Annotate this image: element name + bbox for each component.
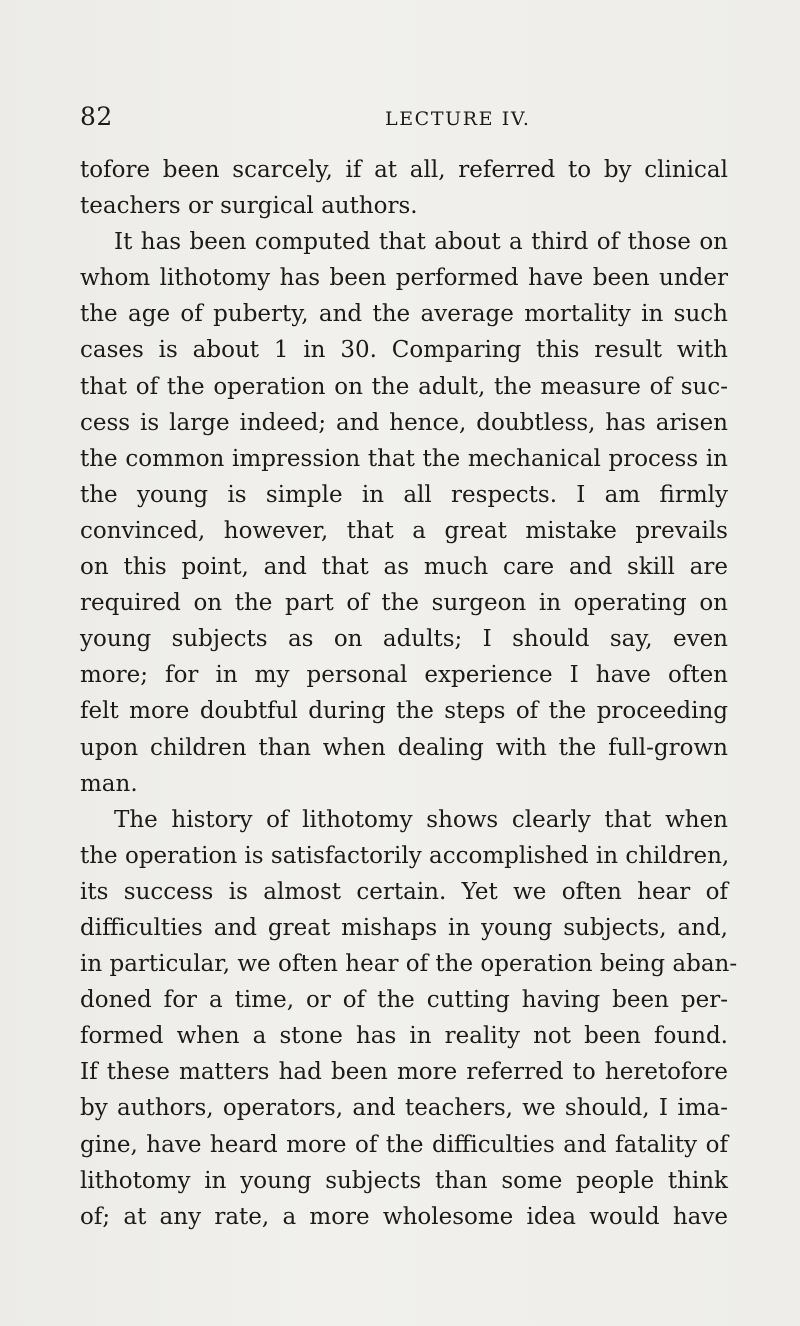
text-line: on this point, and that as much care and skill are: [80, 554, 728, 581]
text-line: the operation is satisfactorily accomplished in children,: [80, 842, 730, 869]
text-line: gine, have heard more of the difficulties and fatality of: [80, 1131, 728, 1158]
text-line: its success is almost certain. Yet we often hear of: [80, 878, 728, 905]
text-line: felt more doubtful during the steps of the proceeding: [80, 698, 728, 725]
text-line: required on the part of the surgeon in operating on: [80, 590, 728, 617]
text-line: doned for a time, or of the cutting having been per-: [80, 987, 728, 1014]
running-head: LECTURE IV.: [385, 108, 531, 130]
text-line: teachers or surgical authors.: [80, 193, 418, 220]
text-line: by authors, operators, and teachers, we should, I ima-: [80, 1095, 728, 1122]
text-line: difficulties and great mishaps in young subjects, and,: [80, 914, 728, 941]
page-number: 82: [80, 102, 113, 131]
text-line: of; at any rate, a more wholesome idea would have: [80, 1203, 728, 1230]
text-line: the age of puberty, and the average mortality in such: [80, 301, 728, 328]
text-line: the young is simple in all respects. I am firmly: [80, 481, 728, 508]
text-line: upon children than when dealing with the full-grown: [80, 734, 728, 761]
body-text: [80, 152, 738, 1235]
text-line: formed when a stone has in reality not been found.: [80, 1023, 728, 1050]
page-header: [80, 102, 720, 132]
text-line: If these matters had been more referred to heretofore: [80, 1059, 728, 1086]
text-line: whom lithotomy has been performed have been under: [80, 265, 728, 292]
text-line: man.: [80, 770, 138, 797]
text-line: lithotomy in young subjects than some people think: [80, 1167, 728, 1194]
text-line: young subjects as on adults; I should say, even: [80, 626, 728, 653]
text-line: tofore been scarcely, if at all, referred to by clinical: [80, 157, 728, 183]
paragraph-start-line: It has been computed that about a third of those on: [114, 229, 728, 256]
text-line: that of the operation on the adult, the measure of suc-: [80, 373, 728, 400]
text-line: the common impression that the mechanical process in: [80, 445, 728, 472]
text-line: convinced, however, that a great mistake prevails: [80, 517, 728, 544]
paragraph-start-line: The history of lithotomy shows clearly that when: [114, 806, 728, 833]
text-line: cases is about 1 in 30. Comparing this result with: [80, 337, 728, 364]
text-line: in particular, we often hear of the operation being aban-: [80, 951, 738, 978]
text-line: cess is large indeed; and hence, doubtless, has arisen: [80, 409, 728, 436]
text-line: more; for in my personal experience I have often: [80, 662, 728, 689]
